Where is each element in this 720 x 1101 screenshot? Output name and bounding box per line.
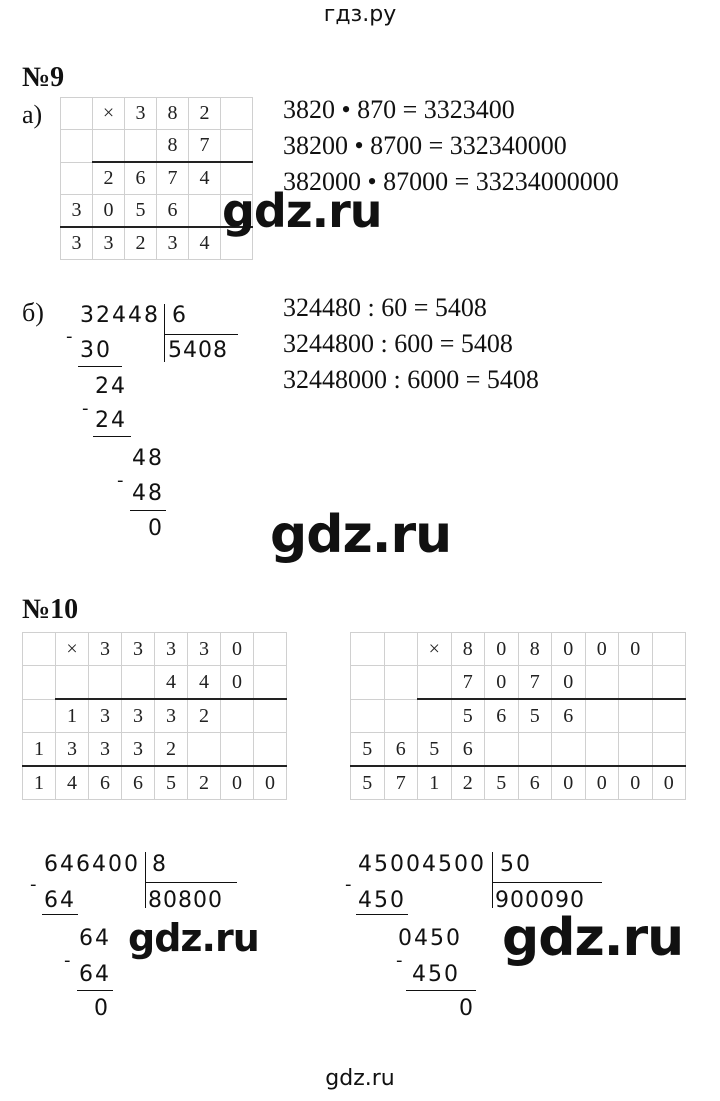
grid-cell <box>189 195 221 228</box>
grid-cell: 6 <box>125 162 157 195</box>
grid-row <box>61 98 253 130</box>
site-title-top: гдз.ру <box>323 2 397 27</box>
times-sign: × <box>56 633 89 666</box>
grid-row <box>23 633 287 666</box>
watermark: gdz.ru <box>502 908 684 968</box>
division-dividend: 646400 <box>44 852 140 877</box>
grid-cell <box>384 666 418 700</box>
grid-cell: 3 <box>157 227 189 260</box>
grid-cell: 0 <box>485 633 519 666</box>
division-divisor: 8 <box>152 852 168 877</box>
equation: 3820 • 870 = 3323400 <box>283 95 515 124</box>
grid-cell <box>221 733 254 767</box>
division-dividend: 32448 <box>80 303 160 328</box>
division-remainder: 0 <box>94 996 110 1021</box>
grid-cell <box>61 98 93 130</box>
equation: 38200 • 8700 = 332340000 <box>283 131 567 160</box>
grid-cell: 4 <box>155 666 188 700</box>
grid-cell: 5 <box>518 699 552 733</box>
grid-cell: 5 <box>451 699 485 733</box>
grid-cell <box>351 633 385 666</box>
grid-cell: 4 <box>189 227 221 260</box>
grid-cell: 0 <box>221 633 254 666</box>
grid-cell: 2 <box>93 162 125 195</box>
grid-cell: 6 <box>384 733 418 767</box>
grid-cell: 5 <box>351 733 385 767</box>
division-divisor: 50 <box>500 852 532 877</box>
division-remainder: 0 <box>459 996 475 1021</box>
grid-cell: 1 <box>23 766 56 800</box>
grid-cell: 3 <box>93 227 125 260</box>
grid-cell <box>485 733 519 767</box>
grid-cell: 0 <box>93 195 125 228</box>
division-step: 450 <box>358 888 406 913</box>
grid-cell: 5 <box>125 195 157 228</box>
grid-cell: 5 <box>351 766 385 800</box>
division-step: 30 <box>80 338 112 363</box>
grid-cell <box>585 666 619 700</box>
grid-cell <box>221 699 254 733</box>
task-10-multiplication-grid-1 <box>22 632 287 800</box>
grid-cell: 4 <box>189 162 221 195</box>
grid-cell: 5 <box>155 766 188 800</box>
grid-cell <box>384 699 418 733</box>
site-title-bottom: gdz.ru <box>325 1066 395 1091</box>
grid-cell: 0 <box>221 766 254 800</box>
grid-row <box>351 633 686 666</box>
grid-cell: 6 <box>89 766 122 800</box>
grid-cell: 4 <box>188 666 221 700</box>
grid-cell <box>384 633 418 666</box>
grid-cell: 6 <box>157 195 189 228</box>
grid-cell <box>652 699 686 733</box>
grid-cell: 3 <box>122 699 155 733</box>
division-step: 24 <box>95 374 127 399</box>
grid-cell: 3 <box>155 699 188 733</box>
times-sign: × <box>418 633 452 666</box>
grid-cell <box>23 666 56 700</box>
division-quotient: 900090 <box>495 888 585 913</box>
grid-cell: 3 <box>188 633 221 666</box>
grid-cell: 0 <box>552 633 586 666</box>
grid-cell: 0 <box>652 766 686 800</box>
grid-cell: 3 <box>56 733 89 767</box>
grid-cell: 3 <box>61 195 93 228</box>
grid-cell: 7 <box>518 666 552 700</box>
grid-cell <box>619 699 653 733</box>
grid-cell <box>61 130 93 163</box>
division-divisor: 6 <box>172 303 188 328</box>
grid-cell <box>585 733 619 767</box>
grid-cell <box>254 699 287 733</box>
grid-cell: 5 <box>418 733 452 767</box>
grid-cell: 0 <box>485 666 519 700</box>
grid-cell <box>254 666 287 700</box>
division-step: 48 <box>132 481 164 506</box>
grid-cell: 2 <box>451 766 485 800</box>
equation: 32448000 : 6000 = 5408 <box>283 365 539 394</box>
grid-row <box>23 666 287 700</box>
grid-cell: 8 <box>451 633 485 666</box>
grid-cell: 3 <box>61 227 93 260</box>
grid-cell: 3 <box>89 633 122 666</box>
grid-cell: 3 <box>89 699 122 733</box>
grid-cell <box>585 699 619 733</box>
grid-cell <box>254 733 287 767</box>
grid-cell: 2 <box>189 98 221 130</box>
grid-cell <box>619 666 653 700</box>
division-step: 64 <box>79 926 111 951</box>
grid-cell: 3 <box>122 633 155 666</box>
grid-cell <box>221 98 253 130</box>
grid-cell: 0 <box>552 766 586 800</box>
task-9b-label: б) <box>22 298 44 327</box>
grid-cell: 0 <box>254 766 287 800</box>
grid-cell: 0 <box>619 766 653 800</box>
grid-row <box>23 766 287 800</box>
grid-cell: 2 <box>125 227 157 260</box>
grid-cell: 0 <box>585 633 619 666</box>
grid-cell: 3 <box>89 733 122 767</box>
division-step: 48 <box>132 446 164 471</box>
grid-cell <box>418 666 452 700</box>
grid-cell: 2 <box>188 766 221 800</box>
grid-cell: 1 <box>23 733 56 767</box>
grid-cell: 8 <box>518 633 552 666</box>
grid-cell <box>518 733 552 767</box>
equation: 3244800 : 600 = 5408 <box>283 329 513 358</box>
equation: 324480 : 60 = 5408 <box>283 293 487 322</box>
grid-cell <box>418 699 452 733</box>
grid-cell <box>23 699 56 733</box>
grid-cell <box>652 733 686 767</box>
grid-row <box>351 766 686 800</box>
grid-cell: 1 <box>56 699 89 733</box>
grid-cell: 6 <box>451 733 485 767</box>
task-9-title: №9 <box>22 62 65 93</box>
division-step: 450 <box>412 962 460 987</box>
grid-cell: 5 <box>485 766 519 800</box>
grid-cell: 6 <box>485 699 519 733</box>
grid-cell <box>23 633 56 666</box>
division-dividend: 45004500 <box>358 852 486 877</box>
watermark: gdz.ru <box>128 916 259 960</box>
grid-cell: 7 <box>384 766 418 800</box>
grid-cell <box>351 666 385 700</box>
division-quotient: 5408 <box>168 338 228 363</box>
grid-cell <box>122 666 155 700</box>
equation: 382000 • 87000 = 33234000000 <box>283 167 619 196</box>
grid-cell <box>89 666 122 700</box>
grid-row <box>351 666 686 700</box>
grid-row <box>23 699 287 733</box>
grid-cell <box>93 130 125 163</box>
grid-cell: 7 <box>157 162 189 195</box>
task-10-title: №10 <box>22 594 79 625</box>
grid-cell: 6 <box>518 766 552 800</box>
grid-cell <box>56 666 89 700</box>
grid-cell <box>254 633 287 666</box>
task-10-multiplication-grid-2 <box>350 632 686 800</box>
division-step: 0450 <box>398 926 462 951</box>
times-sign: × <box>93 98 125 130</box>
grid-cell: 0 <box>619 633 653 666</box>
watermark: gdz.ru <box>222 184 382 238</box>
task-9a-label: а) <box>22 100 43 129</box>
grid-cell <box>221 130 253 163</box>
watermark: gdz.ru <box>270 505 452 565</box>
grid-cell: 2 <box>155 733 188 767</box>
grid-cell: 6 <box>122 766 155 800</box>
grid-cell: 2 <box>188 699 221 733</box>
grid-cell: 3 <box>122 733 155 767</box>
grid-cell <box>552 733 586 767</box>
grid-cell <box>125 130 157 163</box>
grid-cell <box>351 699 385 733</box>
grid-cell: 4 <box>56 766 89 800</box>
grid-cell: 6 <box>552 699 586 733</box>
task-9b-equations <box>283 290 539 398</box>
division-step: 64 <box>79 962 111 987</box>
grid-cell <box>652 633 686 666</box>
grid-cell: 0 <box>221 666 254 700</box>
grid-row <box>61 130 253 163</box>
grid-cell <box>619 733 653 767</box>
grid-cell: 3 <box>125 98 157 130</box>
grid-row <box>23 733 287 767</box>
grid-cell <box>188 733 221 767</box>
grid-cell <box>652 666 686 700</box>
grid-row <box>351 733 686 767</box>
grid-cell: 7 <box>189 130 221 163</box>
grid-cell <box>61 162 93 195</box>
grid-cell: 8 <box>157 98 189 130</box>
division-step: 24 <box>95 408 127 433</box>
grid-cell: 0 <box>552 666 586 700</box>
division-remainder: 0 <box>148 516 164 541</box>
grid-cell: 3 <box>155 633 188 666</box>
grid-cell: 8 <box>157 130 189 163</box>
grid-cell: 0 <box>585 766 619 800</box>
grid-cell: 7 <box>451 666 485 700</box>
division-step: 64 <box>44 888 76 913</box>
grid-row <box>351 699 686 733</box>
grid-cell: 1 <box>418 766 452 800</box>
division-quotient: 80800 <box>148 888 223 913</box>
